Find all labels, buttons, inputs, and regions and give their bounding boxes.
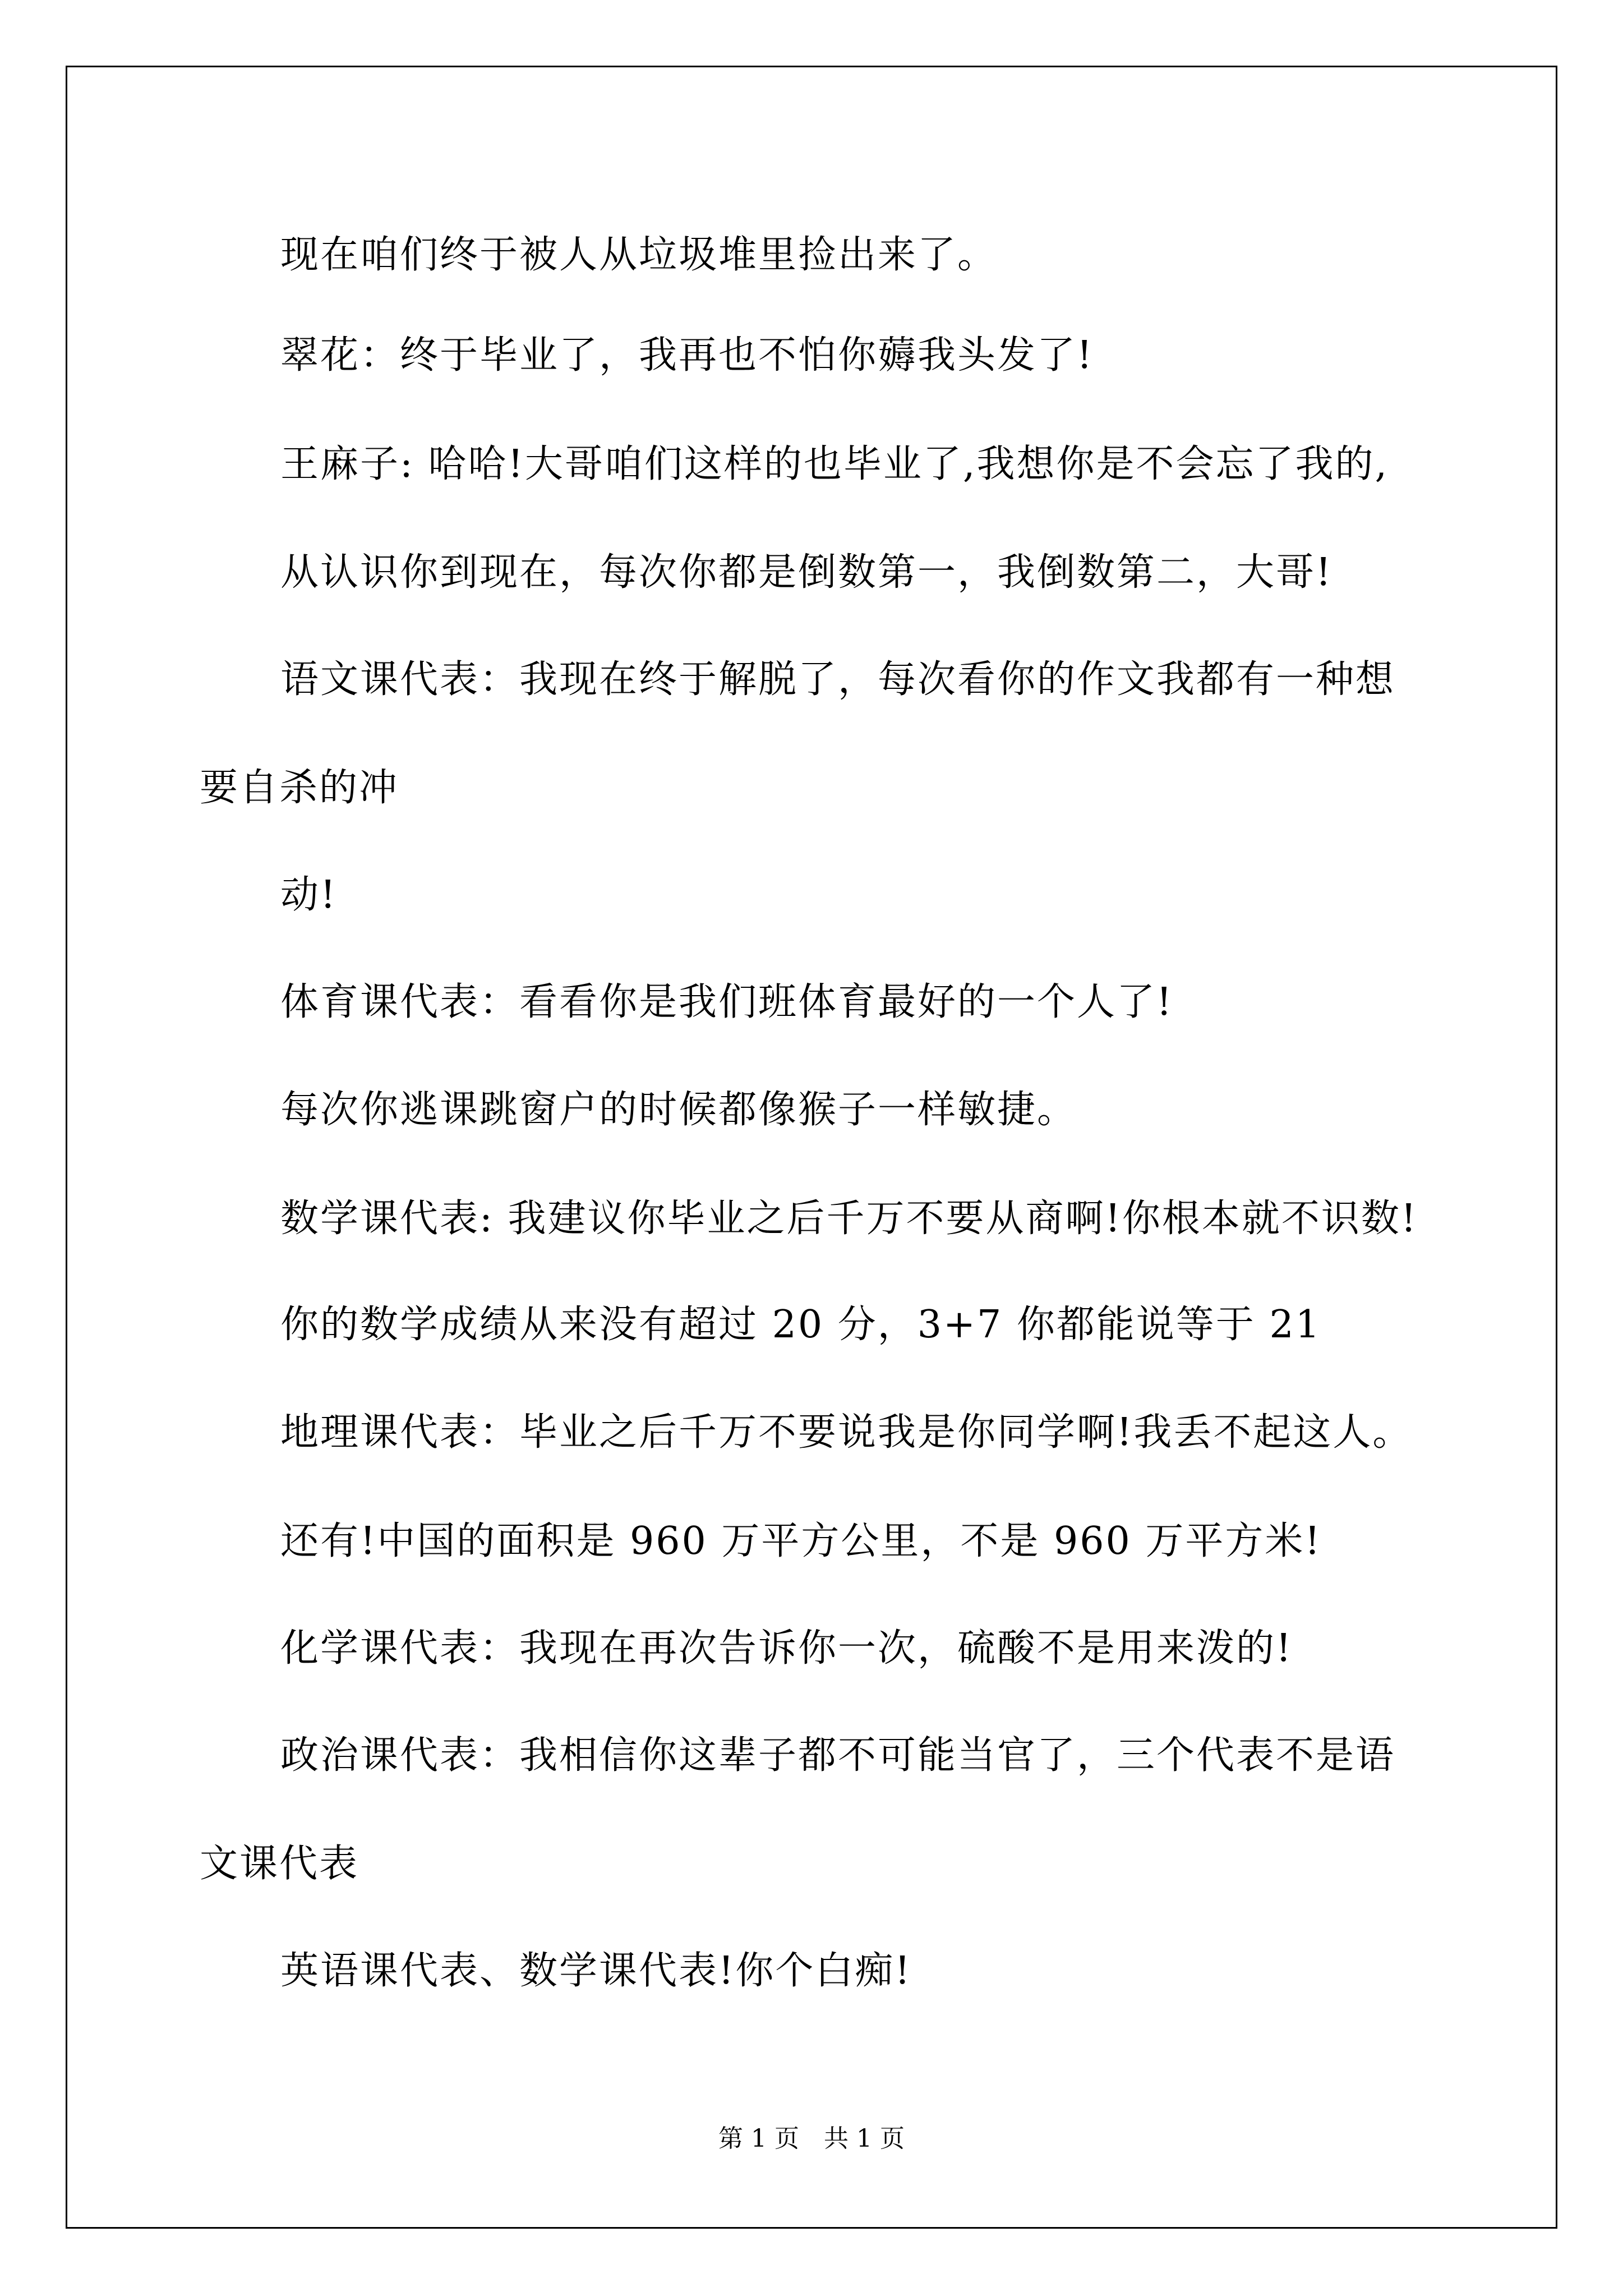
text-line: 王麻子: 哈哈!大哥咱们这样的也毕业了,我想你是不会忘了我的, — [280, 442, 1389, 486]
text-line: 每次你逃课跳窗户的时候都像猴子一样敏捷。 — [280, 1088, 1077, 1132]
text-line: 化学课代表：我现在再次告诉你一次，硫酸不是用来泼的! — [280, 1626, 1293, 1671]
text-line: 体育课代表：看看你是我们班体育最好的一个人了! — [280, 980, 1174, 1024]
text-line: 动! — [280, 873, 338, 917]
text-line: 语文课代表：我现在终于解脱了，每次看你的作文我都有一种想 — [280, 657, 1396, 702]
text-line: 英语课代表、数学课代表!你个白痴! — [280, 1949, 912, 1993]
text-line: 地理课代表：毕业之后千万不要说我是你同学啊!我丢不起这人。 — [280, 1410, 1413, 1455]
text-line: 还有!中国的面积是 960 万平方公里，不是 960 万平方米! — [280, 1519, 1322, 1563]
text-line: 政治课代表：我相信你这辈子都不可能当官了，三个代表不是语 — [280, 1733, 1396, 1778]
text-line: 翠花：终于毕业了，我再也不怕你薅我头发了! — [280, 333, 1094, 378]
text-line: 从认识你到现在，每次你都是倒数第一，我倒数第二，大哥! — [280, 550, 1333, 595]
text-line: 要自杀的冲 — [200, 766, 399, 810]
text-line: 数学课代表: 我建议你毕业之后千万不要从商啊!你根本就不识数! — [280, 1197, 1418, 1241]
page-border — [66, 66, 1557, 2229]
text-line: 文课代表 — [200, 1842, 359, 1886]
text-line: 现在咱们终于被人从垃圾堆里捡出来了。 — [280, 233, 998, 277]
page-footer: 第 1 页 共 1 页 — [718, 2124, 905, 2153]
text-line: 你的数学成绩从来没有超过 20 分，3+7 你都能说等于 21 — [280, 1303, 1322, 1347]
